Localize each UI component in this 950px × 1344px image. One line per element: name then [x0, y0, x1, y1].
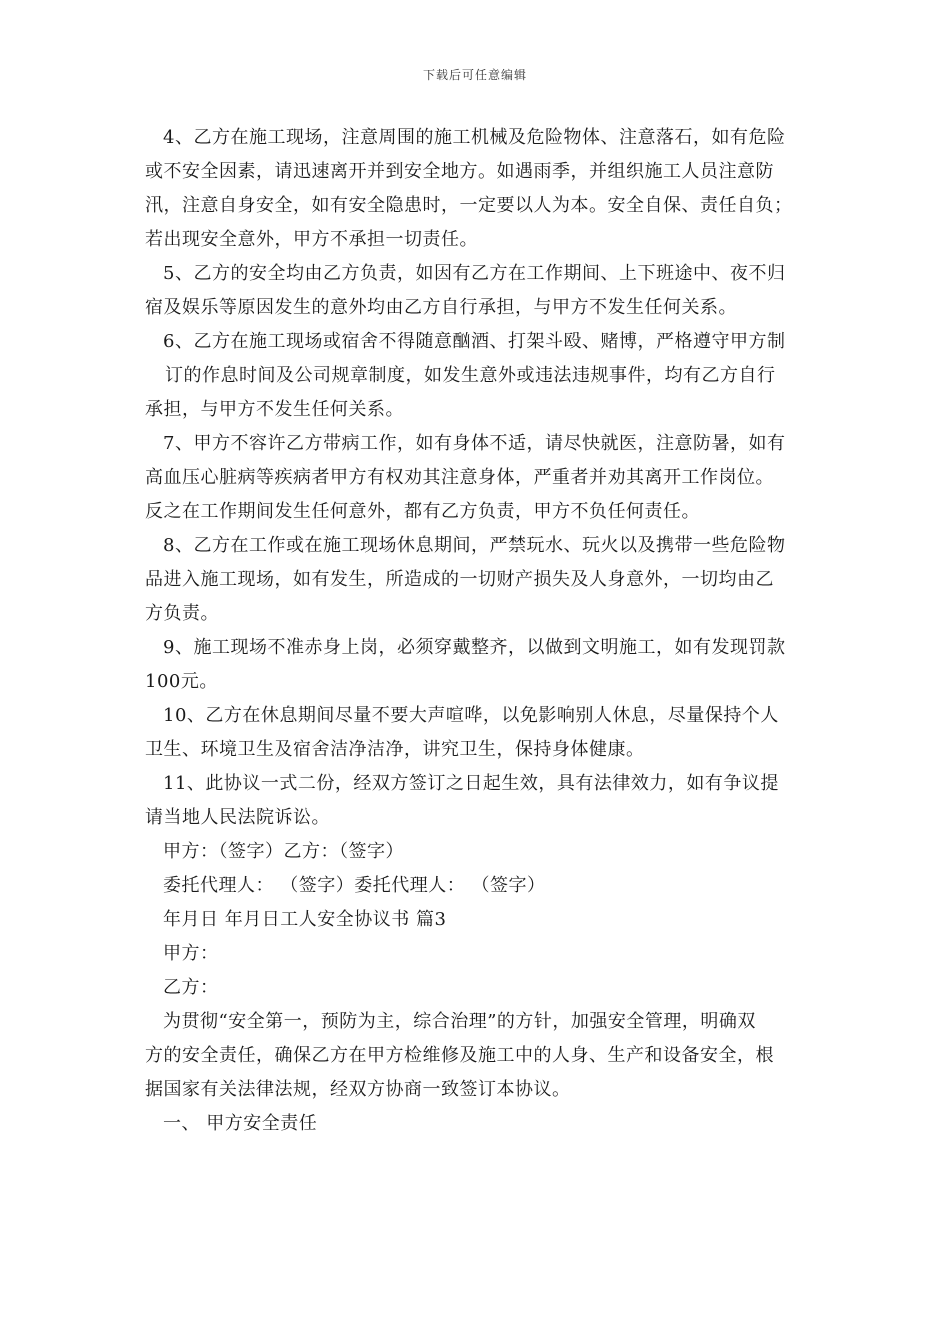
- text-line: 为贯彻“安全第一，预防为主，综合治理”的方针，加强安全管理，明确双: [163, 1011, 756, 1032]
- text-line: 方的安全责任，确保乙方在甲方检维修及施工中的人身、生产和设备安全，根: [145, 1045, 774, 1066]
- document-body: [145, 121, 810, 1141]
- text-line: 品进入施工现场，如有发生，所造成的一切财产损失及人身意外，一切均由乙: [145, 569, 774, 590]
- text-line: 11、此协议一式二份，经双方签订之日起生效，具有法律效力，如有争议提: [163, 773, 779, 794]
- text-line: 委托代理人： （签字）委托代理人： （签字）: [163, 875, 546, 896]
- page-header: 下载后可任意编辑: [422, 68, 527, 82]
- text-line: 若出现安全意外，甲方不承担一切责任。: [145, 229, 478, 250]
- text-line: 请当地人民法院诉讼。: [145, 807, 330, 828]
- text-line: 年月日 年月日工人安全协议书 篇3: [163, 909, 447, 930]
- text-line: 或不安全因素，请迅速离开并到安全地方。如遇雨季，并组织施工人员注意防: [145, 161, 774, 182]
- text-line: 宿及娱乐等原因发生的意外均由乙方自行承担，与甲方不发生任何关系。: [145, 297, 737, 318]
- text-line: 100元。: [145, 671, 218, 692]
- text-line: 汛，注意自身安全，如有安全隐患时，一定要以人为本。安全自保、责任自负；: [145, 195, 793, 216]
- text-line: 据国家有关法律法规，经双方协商一致签订本协议。: [145, 1079, 571, 1100]
- text-line: 9、施工现场不准赤身上岗，必须穿戴整齐，以做到文明施工，如有发现罚款: [163, 637, 786, 658]
- text-line: 卫生、环境卫生及宿舍洁净洁净，讲究卫生，保持身体健康。: [145, 739, 645, 760]
- text-line: 甲方：（签字）乙方：（签字）: [163, 841, 404, 862]
- text-line: 甲方：: [163, 943, 219, 964]
- text-line: 7、甲方不容许乙方带病工作，如有身体不适，请尽快就医，注意防暑，如有: [163, 433, 786, 454]
- text-line: 4、乙方在施工现场，注意周围的施工机械及危险物体、注意落石，如有危险: [163, 127, 786, 148]
- text-line: 10、乙方在休息期间尽量不要大声喧哗，以免影响别人休息，尽量保持个人: [163, 705, 779, 726]
- text-line: 订的作息时间及公司规章制度，如发生意外或违法违规事件，均有乙方自行: [165, 365, 776, 386]
- text-line: 反之在工作期间发生任何意外，都有乙方负责，甲方不负任何责任。: [145, 501, 700, 522]
- text-line: 方负责。: [145, 603, 219, 624]
- text-line: 乙方：: [163, 977, 219, 998]
- text-line: 5、乙方的安全均由乙方负责，如因有乙方在工作期间、上下班途中、夜不归: [163, 263, 786, 284]
- text-line: 8、乙方在工作或在施工现场休息期间，严禁玩水、玩火以及携带一些危险物: [163, 535, 786, 556]
- text-line: 一、 甲方安全责任: [163, 1113, 318, 1134]
- text-line: 高血压心脏病等疾病者甲方有权劝其注意身体，严重者并劝其离开工作岗位。: [145, 467, 774, 488]
- text-line: 6、乙方在施工现场或宿舍不得随意酗酒、打架斗殴、赌博，严格遵守甲方制: [163, 331, 786, 352]
- text-line: 承担，与甲方不发生任何关系。: [145, 399, 404, 420]
